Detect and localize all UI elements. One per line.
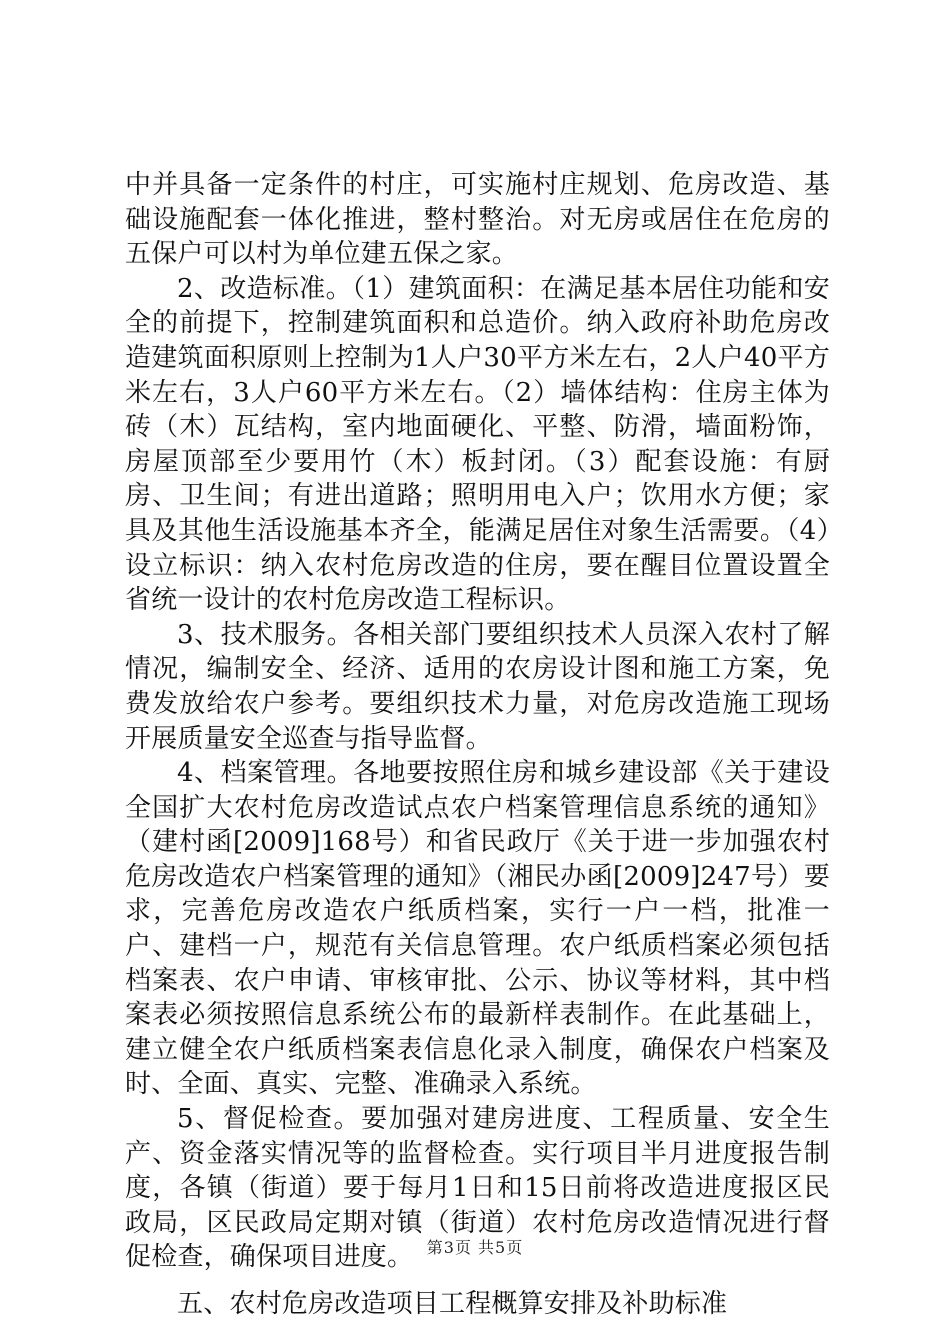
paragraph-renovation-standards: 2、改造标准。（1）建筑面积：在满足基本居住功能和安全的前提下，控制建筑面积和总造价。纳入政府补助危房改造建筑面积原则上控制为1人户30平方米左右，2人户40平方米左右，3人户60平方米左右。（2）墙体结构：住房主体为砖（木）瓦结构，室内地面硬化、平整、防滑，墙面粉饰，房屋顶部至少要用竹（木）板封闭。（3）配套设施：有厨房、卫生间；有进出道路；照明用电入户；饮用水方便；家具及其他生活设施基本齐全，能满足居住对象生活需要。（4）设立标识：纳入农村危房改造的住房，要在醒目位置设置全省统一设计的农村危房改造工程标识。 bbox=[125, 273, 830, 616]
section-heading: 五、农村危房改造项目工程概算安排及补助标准 bbox=[177, 1289, 728, 1319]
paragraph-technical-service: 3、技术服务。各相关部门要组织技术人员深入农村了解情况，编制安全、经济、适用的农房设计图和施工方案，免费发放给农户参考。要组织技术力量，对危房改造施工现场开展质量安全巡查与指导监督。 bbox=[125, 619, 830, 754]
page-footer: 第3页 共5页 bbox=[426, 1238, 524, 1257]
paragraph-supervision-inspection: 5、督促检查。要加强对建房进度、工程质量、安全生产、资金落实情况等的监督检查。实行项目半月进度报告制度，各镇（街道）要于每月1日和15日前将改造进度报区民政局，区民政局定期对镇（街道）农村危房改造情况进行督促检查，确保项目进度。 bbox=[125, 1104, 830, 1273]
paragraph-archive-management: 4、档案管理。各地要按照住房和城乡建设部《关于建设全国扩大农村危房改造试点农户档案管理信息系统的通知》（建村函[2009]168号）和省民政厅《关于进一步加强农村危房改造农户档案管理的通知》（湘民办函[2009]247号）要求，完善危房改造农户纸质档案，实行一户一档，批准一户、建档一户，规范有关信息管理。农户纸质档案必须包括档案表、农户申请、审核审批、公示、协议等材料，其中档案表必须按照信息系统公布的最新样表制作。在此基础上，建立健全农户纸质档案表信息化录入制度，确保农户档案及时、全面、真实、完整、准确录入系统。 bbox=[125, 758, 830, 1100]
document-body bbox=[125, 168, 830, 1322]
paragraph-continuation: 中并具备一定条件的村庄，可实施村庄规划、危房改造、基础设施配套一体化推进，整村整治。对无房或居住在危房的五保户可以村为单位建五保之家。 bbox=[125, 170, 830, 270]
